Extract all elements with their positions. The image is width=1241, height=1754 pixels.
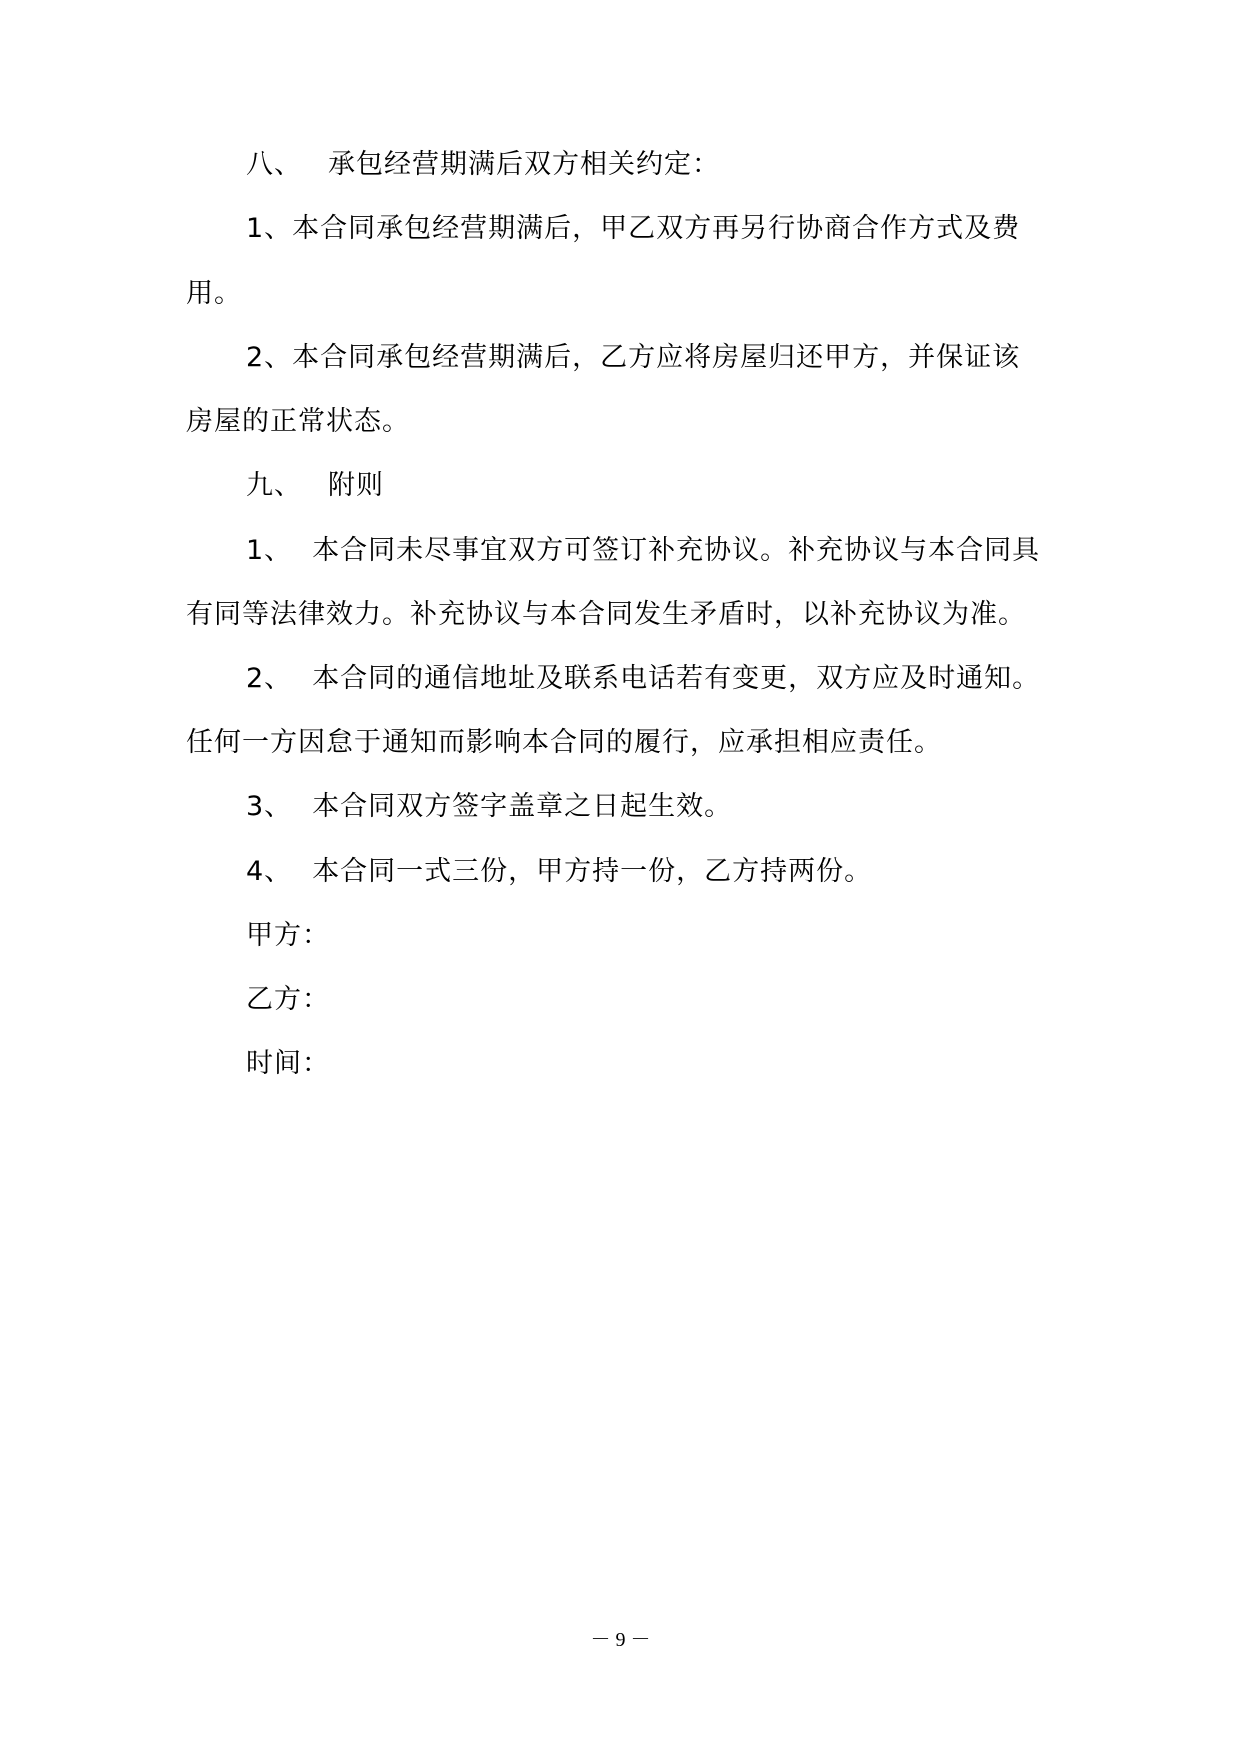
section-8-number: 八、 [246,149,302,180]
signature-party-a: 甲方： [246,920,330,951]
item-9-1-number: 1、 [246,535,293,566]
item-9-4-number: 4、 [246,856,293,887]
item-9-4 [246,855,872,889]
item-9-1-line-1 [246,534,1040,568]
item-9-1-text: 本合同未尽事宜双方可签订补充协议。补充协议与本合同具 [312,535,1041,566]
item-9-3-number: 3、 [246,791,293,822]
item-9-3 [246,790,732,824]
item-9-2-text: 本合同的通信地址及联系电话若有变更，双方应及时通知。 [312,663,1041,694]
section-9-heading [246,469,384,503]
item-9-3-text: 本合同双方签字盖章之日起生效。 [312,791,733,822]
item-8-2-line-2: 房屋的正常状态。 [186,406,410,437]
item-9-2-number: 2、 [246,663,293,694]
section-8-title: 承包经营期满后双方相关约定： [328,149,720,180]
item-9-1-line-2: 有同等法律效力。补充协议与本合同发生矛盾时，以补充协议为准。 [186,599,1026,630]
item-8-2-line-1: 2、本合同承包经营期满后，乙方应将房屋归还甲方，并保证该 [246,342,1021,373]
signature-party-b: 乙方： [246,984,330,1015]
item-9-2-line-2: 任何一方因怠于通知而影响本合同的履行，应承担相应责任。 [186,727,942,758]
item-8-1-line-2: 用。 [186,278,242,309]
page-number: － 9 － [590,1629,651,1651]
section-9-number: 九、 [246,470,302,501]
item-9-4-text: 本合同一式三份，甲方持一份，乙方持两份。 [312,856,873,887]
signature-date: 时间： [246,1048,330,1079]
item-8-1-line-1: 1、本合同承包经营期满后，甲乙双方再另行协商合作方式及费 [246,213,1021,244]
section-9-title: 附则 [328,470,384,501]
item-9-2-line-1 [246,662,1040,696]
section-8-heading [246,148,720,182]
